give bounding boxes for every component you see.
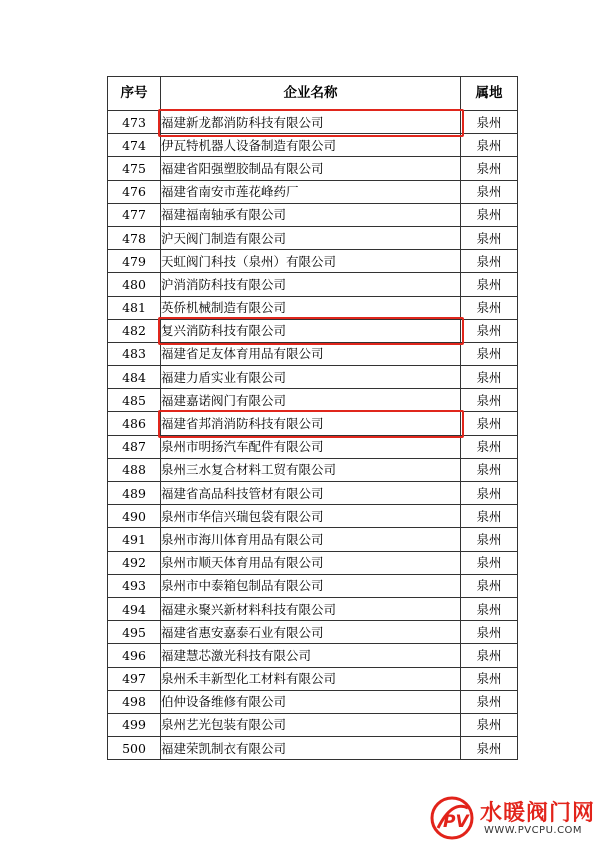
region-cell: 泉州 [461,203,518,226]
serial-number-cell: 482 [108,319,161,342]
company-name-cell: 福建省足友体育用品有限公司 [161,342,461,365]
serial-number-cell: 480 [108,273,161,296]
serial-number-cell: 473 [108,111,161,134]
serial-number-cell: 487 [108,435,161,458]
region-cell: 泉州 [461,621,518,644]
table-row [108,713,518,736]
company-name-cell: 泉州市顺天体育用品有限公司 [161,551,461,574]
region-cell: 泉州 [461,296,518,319]
region-cell: 泉州 [461,342,518,365]
company-name-cell: 福建省邦消消防科技有限公司 [161,412,461,435]
company-name-cell: 泉州市海川体育用品有限公司 [161,528,461,551]
region-cell: 泉州 [461,737,518,760]
watermark-site: WWW.PVCPU.COM [484,825,583,836]
company-name-cell: 福建省阳强塑胶制品有限公司 [161,157,461,180]
serial-number-cell: 498 [108,690,161,713]
table-row [108,597,518,620]
serial-number-cell: 499 [108,713,161,736]
serial-number-cell: 497 [108,667,161,690]
company-name-cell: 天虹阀门科技（泉州）有限公司 [161,250,461,273]
company-name-cell: 福建福南轴承有限公司 [161,203,461,226]
company-name-cell: 沪消消防科技有限公司 [161,273,461,296]
table-row [108,250,518,273]
region-cell: 泉州 [461,644,518,667]
serial-number-cell: 475 [108,157,161,180]
company-name-cell: 福建荣凯制衣有限公司 [161,737,461,760]
region-cell: 泉州 [461,458,518,481]
region-cell: 泉州 [461,226,518,249]
pv-logo-icon [428,794,476,842]
serial-number-cell: 479 [108,250,161,273]
region-cell: 泉州 [461,597,518,620]
serial-number-cell: 492 [108,551,161,574]
table-row [108,644,518,667]
company-name-cell: 泉州三水复合材料工贸有限公司 [161,458,461,481]
region-cell: 泉州 [461,690,518,713]
company-list-table [107,76,518,760]
region-cell: 泉州 [461,134,518,157]
table-row [108,435,518,458]
table-row [108,157,518,180]
region-cell: 泉州 [461,366,518,389]
serial-number-cell: 485 [108,389,161,412]
serial-number-cell: 483 [108,342,161,365]
serial-number-cell: 484 [108,366,161,389]
company-name-cell: 泉州市中泰箱包制品有限公司 [161,574,461,597]
region-cell: 泉州 [461,273,518,296]
company-name-cell: 泉州禾丰新型化工材料有限公司 [161,667,461,690]
table-row [108,690,518,713]
company-name-cell: 泉州艺光包装有限公司 [161,713,461,736]
serial-number-cell: 496 [108,644,161,667]
region-cell: 泉州 [461,528,518,551]
serial-number-cell: 494 [108,597,161,620]
table-row [108,458,518,481]
table-row [108,134,518,157]
region-cell: 泉州 [461,111,518,134]
region-cell: 泉州 [461,180,518,203]
table-row [108,505,518,528]
serial-number-cell: 495 [108,621,161,644]
table-row [108,551,518,574]
region-cell: 泉州 [461,505,518,528]
serial-number-cell: 493 [108,574,161,597]
company-name-cell: 复兴消防科技有限公司 [161,319,461,342]
table-header-row [108,77,518,111]
serial-number-cell: 474 [108,134,161,157]
serial-number-cell: 486 [108,412,161,435]
header-serial-number: 序号 [108,77,161,111]
serial-number-cell: 477 [108,203,161,226]
table-row [108,574,518,597]
table-row [108,203,518,226]
serial-number-cell: 490 [108,505,161,528]
serial-number-cell: 476 [108,180,161,203]
table-row [108,366,518,389]
table-row [108,296,518,319]
company-name-cell: 福建省南安市莲花峰药厂 [161,180,461,203]
table-row [108,342,518,365]
company-name-cell: 福建省惠安嘉泰石业有限公司 [161,621,461,644]
document-table-container [107,76,517,760]
table-row [108,482,518,505]
company-name-cell: 福建慧芯激光科技有限公司 [161,644,461,667]
region-cell: 泉州 [461,574,518,597]
region-cell: 泉州 [461,667,518,690]
serial-number-cell: 481 [108,296,161,319]
table-row [108,667,518,690]
company-name-cell: 泉州市华信兴瑞包袋有限公司 [161,505,461,528]
table-row [108,528,518,551]
table-row [108,319,518,342]
region-cell: 泉州 [461,482,518,505]
table-row [108,389,518,412]
serial-number-cell: 488 [108,458,161,481]
serial-number-cell: 500 [108,737,161,760]
company-name-cell: 伯仲设备维修有限公司 [161,690,461,713]
region-cell: 泉州 [461,435,518,458]
table-row [108,412,518,435]
table-row [108,273,518,296]
serial-number-cell: 478 [108,226,161,249]
region-cell: 泉州 [461,157,518,180]
company-name-cell: 伊瓦特机器人设备制造有限公司 [161,134,461,157]
region-cell: 泉州 [461,389,518,412]
watermark-logo [428,792,600,848]
serial-number-cell: 491 [108,528,161,551]
region-cell: 泉州 [461,250,518,273]
svg-text:PV: PV [443,812,469,832]
header-region: 属地 [461,77,518,111]
company-name-cell: 福建省高品科技管材有限公司 [161,482,461,505]
region-cell: 泉州 [461,713,518,736]
table-row [108,621,518,644]
region-cell: 泉州 [461,319,518,342]
region-cell: 泉州 [461,551,518,574]
table-row [108,180,518,203]
serial-number-cell: 489 [108,482,161,505]
company-name-cell: 福建力盾实业有限公司 [161,366,461,389]
company-name-cell: 福建新龙都消防科技有限公司 [161,111,461,134]
company-name-cell: 福建嘉诺阀门有限公司 [161,389,461,412]
company-name-cell: 英侨机械制造有限公司 [161,296,461,319]
company-name-cell: 泉州市明扬汽车配件有限公司 [161,435,461,458]
header-company-name: 企业名称 [161,77,461,111]
region-cell: 泉州 [461,412,518,435]
company-name-cell: 沪天阀门制造有限公司 [161,226,461,249]
table-row [108,111,518,134]
table-row [108,737,518,760]
table-row [108,226,518,249]
company-name-cell: 福建永聚兴新材料科技有限公司 [161,597,461,620]
watermark-brand: 水暖阀门网 [480,801,596,826]
